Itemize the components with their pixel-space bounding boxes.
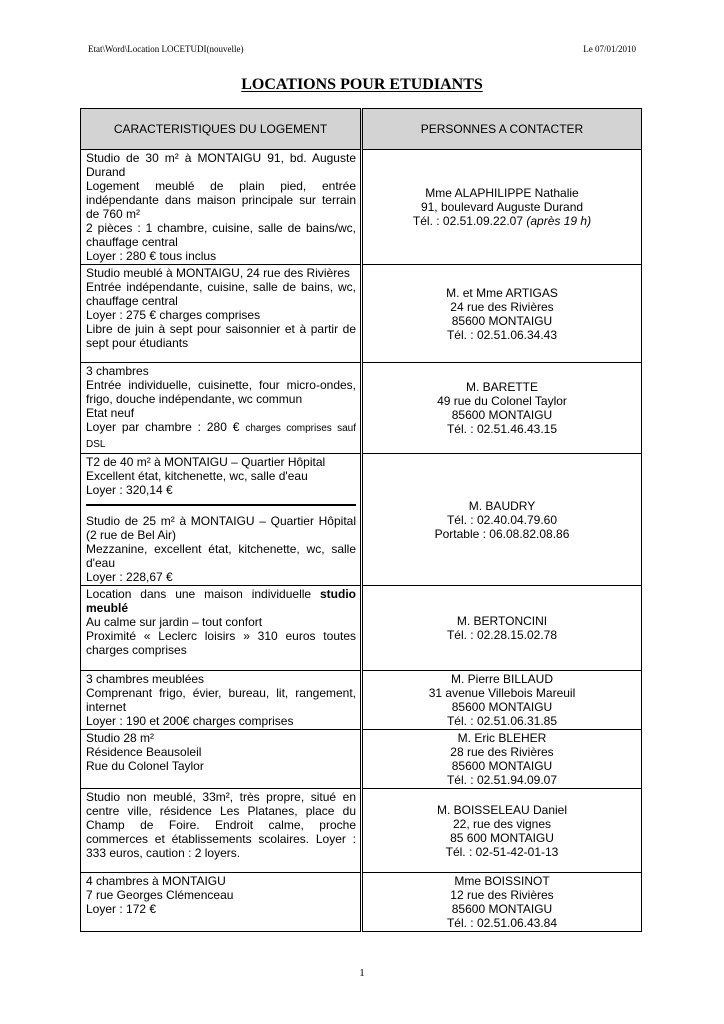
listing-line: Loyer : 190 et 200€ charges comprises (86, 714, 294, 728)
contact-phone-note: (après 19 h) (526, 214, 592, 228)
listing-divider (86, 504, 356, 506)
listing-intro: Location dans une maison individuelle (86, 587, 312, 601)
listing-line: Etat neuf (86, 406, 135, 420)
table-row (81, 671, 642, 730)
contact-phone: Tél. : 02.40.04.79.60 (446, 512, 558, 527)
contact-cell (362, 873, 642, 932)
listing-type: studio meublé (86, 587, 356, 615)
listing-rent-line (86, 420, 356, 452)
listing-line: Comprenant frigo, évier, bureau, lit, rangement, internet (86, 686, 356, 714)
contact-cell (362, 363, 642, 454)
listing-line: Loyer : 320,14 € (86, 483, 173, 497)
contact-name: M. BARETTE (465, 380, 538, 394)
contact-phone: Tél. : 02.51.46.43.15 (446, 422, 558, 436)
page-number: 1 (359, 967, 365, 979)
page-title: LOCATIONS POUR ETUDIANTS (241, 76, 483, 93)
table-header-row (81, 109, 642, 150)
listing-description (81, 265, 362, 363)
contact-phone-line (367, 214, 637, 228)
listing-line: Au calme sur jardin – tout confort (86, 615, 263, 629)
contact-name: M. BAUDRY (468, 498, 536, 513)
contact-address: 12 rue des Rivières (450, 888, 554, 902)
listing-description (81, 730, 362, 789)
contact-city: 85 600 MONTAIGU (450, 830, 554, 845)
table-row (81, 789, 642, 873)
contact-phone: Tél. : 02.51.06.34.43 (446, 327, 558, 342)
contact-cell (362, 150, 642, 265)
table-row (81, 454, 642, 586)
listing-line: Loyer : 228,67 € (86, 570, 173, 584)
contact-name: Mme BOISSINOT (454, 874, 550, 888)
contact-name: M. BERTONCINI (456, 614, 548, 628)
contact-name: M. Eric BLEHER (457, 731, 547, 745)
listing-line: Studio de 25 m² à MONTAIGU – Quartier Hôpital (2 rue de Bel Air) (86, 514, 356, 542)
listing-line: Proximité « Leclerc loisirs » 310 euros toutes charges comprises (86, 629, 356, 657)
contact-city: 85600 MONTAIGU (451, 700, 553, 714)
listing-line: Studio non meublé, 33m², très propre, situé en centre ville, résidence Les Platanes, place du Champ de Foire. Endroit calme, proche commerces et établissements scolaires. Loyer : 333 euros, caution : 2 loyers. (86, 790, 356, 860)
listing-description (81, 454, 362, 586)
contact-address: 91, boulevard Auguste Durand (420, 200, 584, 214)
contact-address: 49 rue du Colonel Taylor (437, 394, 567, 408)
contact-phone: Tél. : 02.28.15.02.78 (446, 628, 558, 642)
listing-line: Loyer : 172 € (86, 902, 157, 916)
listing-line: Studio meublé à MONTAIGU, 24 rue des Rivières (86, 266, 350, 280)
contact-phone: Tél. : 02.51.94.09.07 (446, 773, 558, 787)
contact-city: 85600 MONTAIGU (451, 902, 553, 916)
listing-line: Mezzanine, excellent état, kitchenette, wc, salle d'eau (86, 542, 356, 570)
listing-line: Studio 28 m² (86, 731, 155, 745)
listing-line: 2 pièces : 1 chambre, cuisine, salle de bains/wc, chauffage central (86, 221, 356, 249)
listing-line: Rue du Colonel Taylor (86, 759, 204, 773)
contact-name: M. Pierre BILLAUD (450, 672, 554, 686)
listing-line: Excellent état, kitchenette, wc, salle d'eau (86, 469, 308, 483)
listing-line: Entrée indépendante, cuisine, salle de bains, wc, chauffage central (86, 280, 356, 308)
listing-line: 7 rue Georges Clémenceau (86, 888, 234, 902)
listing-line: Loyer : 275 € charges comprises (86, 308, 261, 322)
listing-description (81, 873, 362, 932)
listing-intro-line (86, 587, 356, 615)
table-row (81, 873, 642, 932)
contact-name: Mme ALAPHILIPPE Nathalie (425, 186, 579, 200)
document-date: Le 07/01/2010 (583, 44, 636, 54)
table-row (81, 265, 642, 363)
listing-line: 3 chambres (86, 364, 149, 378)
listing-line: 4 chambres à MONTAIGU (86, 874, 226, 888)
table-row (81, 150, 642, 265)
listing-rent-note: charges comprises sauf DSL (86, 423, 356, 450)
listing-description (81, 789, 362, 873)
contact-cell (362, 789, 642, 873)
contact-cell (362, 454, 642, 586)
listing-line: Studio de 30 m² à MONTAIGU 91, bd. Auguste Durand (86, 151, 356, 179)
contact-address: 22, rue des vignes (452, 816, 552, 831)
table-row (81, 586, 642, 671)
listing-line: Libre de juin à sept pour saisonnier et à partir de sept pour étudiants (86, 322, 356, 350)
contact-phone: Tél. : 02.51.06.43.84 (446, 916, 558, 930)
table-row (81, 730, 642, 789)
file-path: Etat\Word\Location LOCETUDI(nouvelle) (88, 44, 244, 54)
contact-phone: Tél. : 02.51.09.22.07 (412, 214, 524, 228)
page-header (88, 44, 636, 54)
listings-table (80, 108, 642, 932)
contact-address: 31 avenue Villebois Mareuil (428, 686, 576, 700)
listing-description (81, 150, 362, 265)
listing-line: 3 chambres meublées (86, 672, 205, 686)
contact-city: 85600 MONTAIGU (451, 759, 553, 773)
table-row (81, 363, 642, 454)
contact-name: M. BOISSELEAU Daniel (436, 802, 568, 817)
contact-name: M. et Mme ARTIGAS (446, 285, 558, 300)
contact-city: 85600 MONTAIGU (451, 408, 553, 422)
contact-city: 85600 MONTAIGU (451, 313, 553, 328)
contact-address: 28 rue des Rivières (450, 745, 554, 759)
contact-phone: Tél. : 02.51.06.31.85 (446, 714, 558, 728)
column-header-contacts: PERSONNES A CONTACTER (362, 109, 642, 150)
contact-phone: Tél. : 02-51-42-01-13 (445, 844, 559, 859)
listing-line: Logement meublé de plain pied, entrée indépendante dans maison principale sur terrain de 760 m² (86, 179, 356, 221)
contact-mobile: Portable : 06.08.82.08.86 (434, 526, 570, 541)
contact-address: 24 rue des Rivières (450, 299, 554, 314)
listing-line: Entrée individuelle, cuisinette, four micro-ondes, frigo, douche indépendante, wc commun (86, 378, 356, 406)
listing-description (81, 586, 362, 671)
contact-cell (362, 730, 642, 789)
contact-cell (362, 586, 642, 671)
listing-line: Loyer : 280 € tous inclus (86, 249, 217, 263)
listing-description (81, 671, 362, 730)
listing-rent: Loyer par chambre : 280 € (86, 420, 240, 434)
listing-description (81, 363, 362, 454)
listing-line: Résidence Beausoleil (86, 745, 202, 759)
contact-cell (362, 671, 642, 730)
listing-line: T2 de 40 m² à MONTAIGU – Quartier Hôpital (86, 455, 326, 469)
contact-cell (362, 265, 642, 363)
column-header-characteristics: CARACTERISTIQUES DU LOGEMENT (81, 109, 362, 150)
